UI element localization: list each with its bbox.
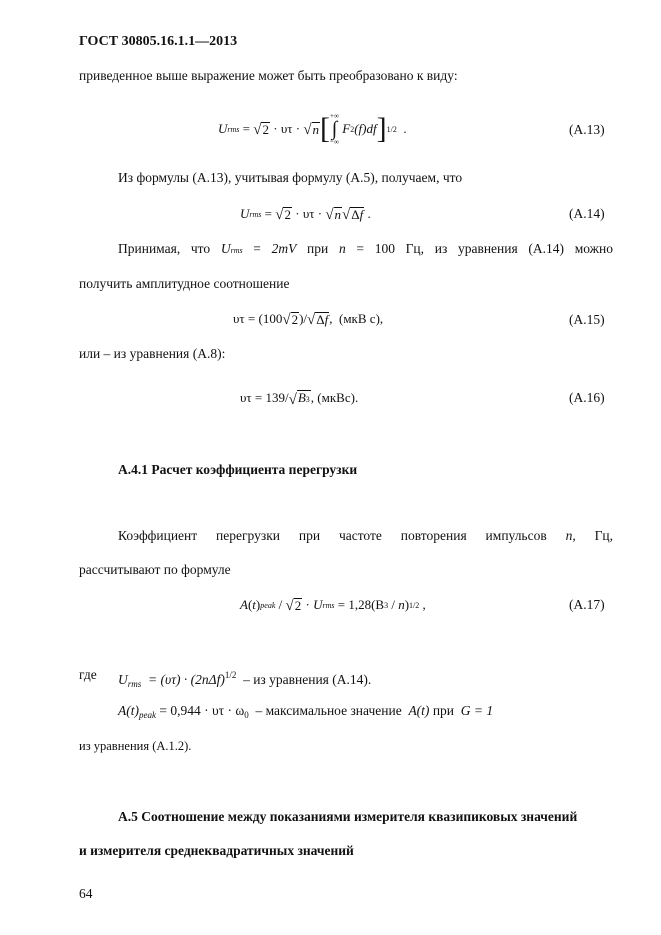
paragraph-line: Из формулы (А.13), учитывая формулу (А.5), получаем, что — [118, 170, 463, 185]
section-heading-continued: и измерителя среднеквадратичных значений — [79, 843, 354, 858]
paragraph-line-justified: Коэффициент перегрузки при частоте повторения импульсов n, Гц, — [118, 528, 613, 543]
where-definition-urms: $U_{rms} = (\upsilon\tau) \cdot (2n\Delta f)^{1/2}$ – из уравнения (А.14). — [118, 670, 372, 689]
equation-number: (А.13) — [569, 122, 605, 137]
where-definition-apeak: $A(t)_{peak} = 0,944 \cdot \upsilon\tau \cdot \omega_0$ – максимальное значение A(t) при G = 1 — [118, 703, 494, 720]
paragraph-line: из уравнения (А.1.2). — [79, 739, 192, 753]
paragraph-line: или – из уравнения (А.8): — [79, 346, 226, 361]
formula-a16: υτ = 139/ √ B3 , (мкВс). — [240, 390, 359, 408]
paragraph-line: получить амплитудное соотношение — [79, 276, 290, 291]
equation-number: (А.15) — [569, 312, 605, 327]
section-heading: А.4.1 Расчет коэффициента перегрузки — [118, 462, 358, 477]
paragraph-line-justified: Принимая, что Urms = 2mV при n = 100 Гц, из уравнения (А.14) можно — [118, 241, 613, 256]
where-label: где — [79, 667, 97, 682]
formula-a17: A ( t ) peak / √ 2 · U rms = 1,28(B 3 / n ) 1/2 , — [240, 597, 426, 614]
formula-a13: U rms = √ 2 · υτ · √ n [ +∞ ∫ −∞ F 2 (f)df ] 1/2 . — [218, 112, 407, 146]
formula-a15: υτ = (100 √ 2 )/ √ Δf , (мкВ с), — [233, 311, 384, 328]
paragraph-line: приведенное выше выражение может быть преобразовано к виду: — [79, 68, 458, 83]
section-heading: А.5 Соотношение между показаниями измерителя квазипиковых значений — [118, 809, 578, 824]
standard-header: ГОСТ 30805.16.1.1—2013 — [79, 34, 238, 49]
page-number: 64 — [79, 886, 93, 901]
equation-number: (А.14) — [569, 206, 605, 221]
equation-number: (А.16) — [569, 390, 605, 405]
equation-number: (А.17) — [569, 597, 605, 612]
formula-a14: U rms = √ 2 · υτ · √ n √ Δf . — [240, 206, 371, 223]
paragraph-line: рассчитывают по формуле — [79, 562, 231, 577]
